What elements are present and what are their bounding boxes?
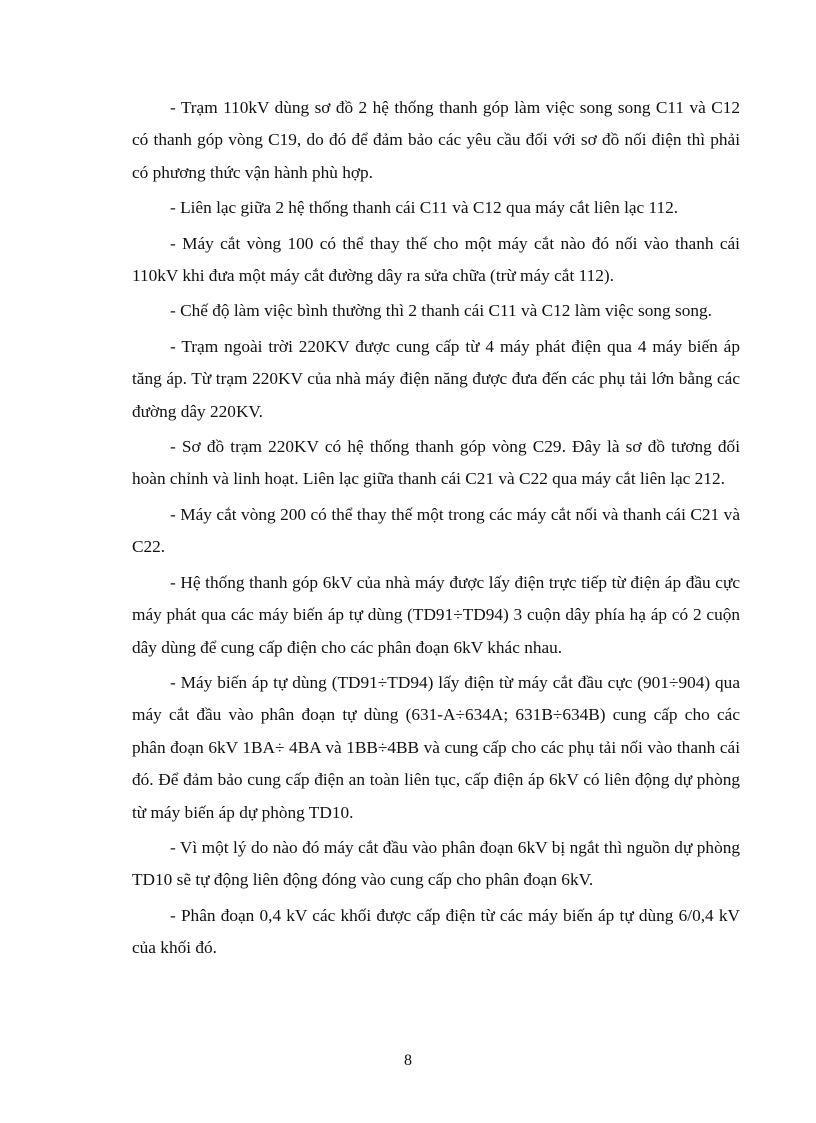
paragraph-tram-ngoai-troi-220kv: - Trạm ngoài trời 220KV được cung cấp từ 4 máy phát điện qua 4 máy biến áp tăng áp. Từ trạm 220KV của nhà máy điện năng được đưa đến các phụ tải lớn bằng các đường dây 220KV.: [132, 336, 740, 421]
paragraph-thanh-gop-6kv: - Hệ thống thanh góp 6kV của nhà máy được lấy điện trực tiếp từ điện áp đầu cực máy phát qua các máy biến áp tự dùng (TD91÷TD94) 3 cuộn dây phía hạ áp có 2 cuộn dây dùng để cung cấp điện cho các phân đoạn 6kV khác nhau.: [132, 572, 740, 657]
paragraph-may-cat-vong-100: - Máy cắt vòng 100 có thể thay thế cho một máy cắt nào đó nối vào thanh cái 110kV khi đưa một máy cắt đường dây ra sửa chữa (trừ máy cắt 112).: [132, 233, 740, 286]
paragraph-tram-110kv: - Trạm 110kV dùng sơ đồ 2 hệ thống thanh góp làm việc song song C11 và C12 có thanh góp vòng C19, do đó để đảm bảo các yêu cầu đối với sơ đồ nối điện thì phải có phương thức vận hành phù hợp.: [132, 98, 740, 182]
paragraph-phan-doan-0-4kv: - Phân đoạn 0,4 kV các khối được cấp điện từ các máy biến áp tự dùng 6/0,4 kV của khối đó.: [132, 905, 740, 958]
body-text: [132, 92, 740, 968]
paragraph-so-do-tram-220kv: - Sơ đồ trạm 220KV có hệ thống thanh góp vòng C29. Đây là sơ đồ tương đối hoàn chỉnh và linh hoạt. Liên lạc giữa thanh cái C21 và C22 qua máy cắt liên lạc 212.: [132, 437, 740, 489]
paragraph-che-do-lam-viec: - Chế độ làm việc bình thường thì 2 thanh cái C11 và C12 làm việc song song.: [170, 301, 712, 321]
paragraph-lien-lac-c11-c12: - Liên lạc giữa 2 hệ thống thanh cái C11 và C12 qua máy cắt liên lạc 112.: [170, 198, 679, 218]
paragraph-may-cat-vong-200: - Máy cắt vòng 200 có thể thay thế một trong các máy cắt nối và thanh cái C21 và C22.: [132, 504, 740, 557]
page-number: 8: [404, 1052, 412, 1069]
paragraph-may-bien-ap-tu-dung: - Máy biến áp tự dùng (TD91÷TD94) lấy điện từ máy cắt đầu cực (901÷904) qua máy cắt đầu vào phân đoạn tự dùng (631-A÷634A; 631B÷634B) cung cấp cho các phân đoạn 6kV 1BA÷ 4BA và 1BB÷4BB và cung cấp cho các phụ tải nối vào thanh cái đó. Để đảm bảo cung cấp điện an toàn liên tục, cấp điện áp 6kV có liên động dự phòng từ máy biến áp dự phòng TD10.: [132, 672, 740, 822]
paragraph-nguon-du-phong-td10: - Vì một lý do nào đó máy cắt đầu vào phân đoạn 6kV bị ngắt thì nguồn dự phòng TD10 sẽ tự động liên động đóng vào cung cấp cho phân đoạn 6kV.: [132, 837, 740, 890]
